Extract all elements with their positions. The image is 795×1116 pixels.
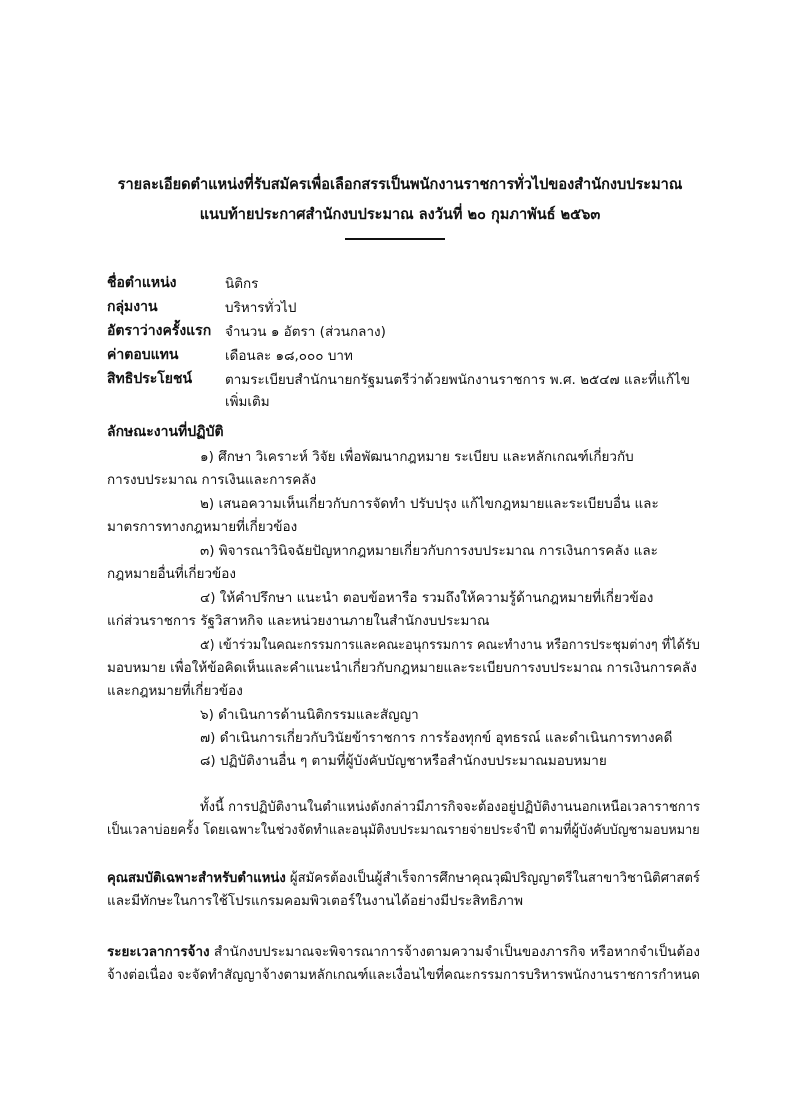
duty-item-4: ๔) ให้คำปรึกษา แนะนำ ตอบข้อหารือ รวมถึงให้ความรู้ด้านกฎหมายที่เกี่ยวข้อง (200, 590, 654, 606)
field-value-benefits-cont: เพิ่มเติม (225, 394, 270, 410)
qualification-text: ผู้สมัครต้องเป็นผู้สำเร็จการศึกษาคุณวุฒิปริญญาตรีในสาขาวิชานิติศาสตร์ (289, 870, 700, 886)
duty-item-3: ๓) พิจารณาวินิจฉัยปัญหากฎหมายเกี่ยวกับการงบประมาณ การเงินการคลัง และ (200, 543, 658, 559)
employment-line-1 (107, 940, 700, 962)
field-label-salary: ค่าตอบแทน (107, 347, 179, 363)
duty-item-1: ๑) ศึกษา วิเคราะห์ วิจัย เพื่อพัฒนากฎหมาย ระเบียบ และหลักเกณฑ์เกี่ยวกับ (200, 449, 634, 465)
duties-heading: ลักษณะงานที่ปฏิบัติ (107, 424, 224, 440)
document-title: รายละเอียดตำแหน่งที่รับสมัครเพื่อเลือกสรรเป็นพนักงานราชการทั่วไปของสำนักงบประมาณ (117, 175, 683, 193)
field-value-salary: เดือนละ ๑๘,๐๐๐ บาท (225, 348, 353, 364)
field-label-position: ชื่อตำแหน่ง (107, 275, 177, 291)
employment-label: ระยะเวลาการจ้าง (107, 944, 210, 960)
duty-item-5-cont2: และกฎหมายที่เกี่ยวข้อง (107, 683, 243, 699)
employment-line-2: จ้างต่อเนื่อง จะจัดทำสัญญาจ้างตามหลักเกณฑ์และเงื่อนไขที่คณะกรรมการบริหารพนักงานราชการกำหนด (107, 967, 700, 983)
duty-item-4-cont: แก่ส่วนราชการ รัฐวิสาหกิจ และหน่วยงานภายในสำนักงบประมาณ (107, 613, 490, 629)
duty-item-3-cont: กฎหมายอื่นที่เกี่ยวข้อง (107, 566, 236, 582)
field-label-group: กลุ่มงาน (107, 299, 158, 315)
note-line-2: เป็นเวลาบ่อยครั้ง โดยเฉพาะในช่วงจัดทำและอนุมัติงบประมาณรายจ่ายประจำปี ตามที่ผู้บังคับบัญชามอบหมาย (107, 822, 700, 838)
duty-item-7: ๗) ดำเนินการเกี่ยวกับวินัยข้าราชการ การร้องทุกข์ อุทธรณ์ และดำเนินการทางคดี (200, 730, 673, 746)
field-label-benefits: สิทธิประโยชน์ (107, 371, 193, 387)
duty-item-6: ๖) ดำเนินการด้านนิติกรรมและสัญญา (200, 707, 419, 723)
qualification-line-1 (107, 866, 700, 888)
duty-item-1-cont: การงบประมาณ การเงินและการคลัง (107, 472, 317, 488)
note-line-1: ทั้งนี้ การปฏิบัติงานในตำแหน่งดังกล่าวมีภารกิจจะต้องอยู่ปฏิบัติงานนอกเหนือเวลาราชการ (200, 799, 701, 815)
field-value-group: บริหารทั่วไป (225, 300, 297, 316)
duty-item-5: ๕) เข้าร่วมในคณะกรรมการและคณะอนุกรรมการ คณะทำงาน หรือการประชุมต่างๆ ที่ได้รับ (200, 637, 700, 653)
duty-item-2: ๒) เสนอความเห็นเกี่ยวกับการจัดทำ ปรับปรุง แก้ไขกฎหมายและระเบียบอื่น และ (200, 496, 659, 512)
qualification-line-2: และมีทักษะในการใช้โปรแกรมคอมพิวเตอร์ในงานได้อย่างมีประสิทธิภาพ (107, 893, 523, 909)
employment-text: สำนักงบประมาณจะพิจารณาการจ้างตามความจำเป็นของภารกิจ หรือหากจำเป็นต้อง (213, 944, 700, 960)
field-value-position: นิติกร (225, 276, 259, 292)
field-value-vacancy: จำนวน ๑ อัตรา (ส่วนกลาง) (225, 324, 386, 340)
document-subtitle: แนบท้ายประกาศสำนักงบประมาณ ลงวันที่ ๒๐ กุมภาพันธ์ ๒๕๖๓ (199, 205, 601, 223)
duty-item-8: ๘) ปฏิบัติงานอื่น ๆ ตามที่ผู้บังคับบัญชาหรือสำนักงบประมาณมอบหมาย (200, 753, 607, 769)
title-underline (345, 238, 445, 240)
field-value-benefits: ตามระเบียบสำนักนายกรัฐมนตรีว่าด้วยพนักงานราชการ พ.ศ. ๒๕๔๗ และที่แก้ไข (225, 372, 690, 388)
duty-item-2-cont: มาตรการทางกฎหมายที่เกี่ยวข้อง (107, 519, 298, 535)
duty-item-5-cont: มอบหมาย เพื่อให้ข้อคิดเห็นและคำแนะนำเกี่ยวกับกฎหมายและระเบียบการงบประมาณ การเงินการคลัง (107, 660, 697, 676)
qualification-label: คุณสมบัติเฉพาะสำหรับตำแหน่ง (107, 870, 286, 886)
field-label-vacancy: อัตราว่างครั้งแรก (107, 323, 212, 339)
